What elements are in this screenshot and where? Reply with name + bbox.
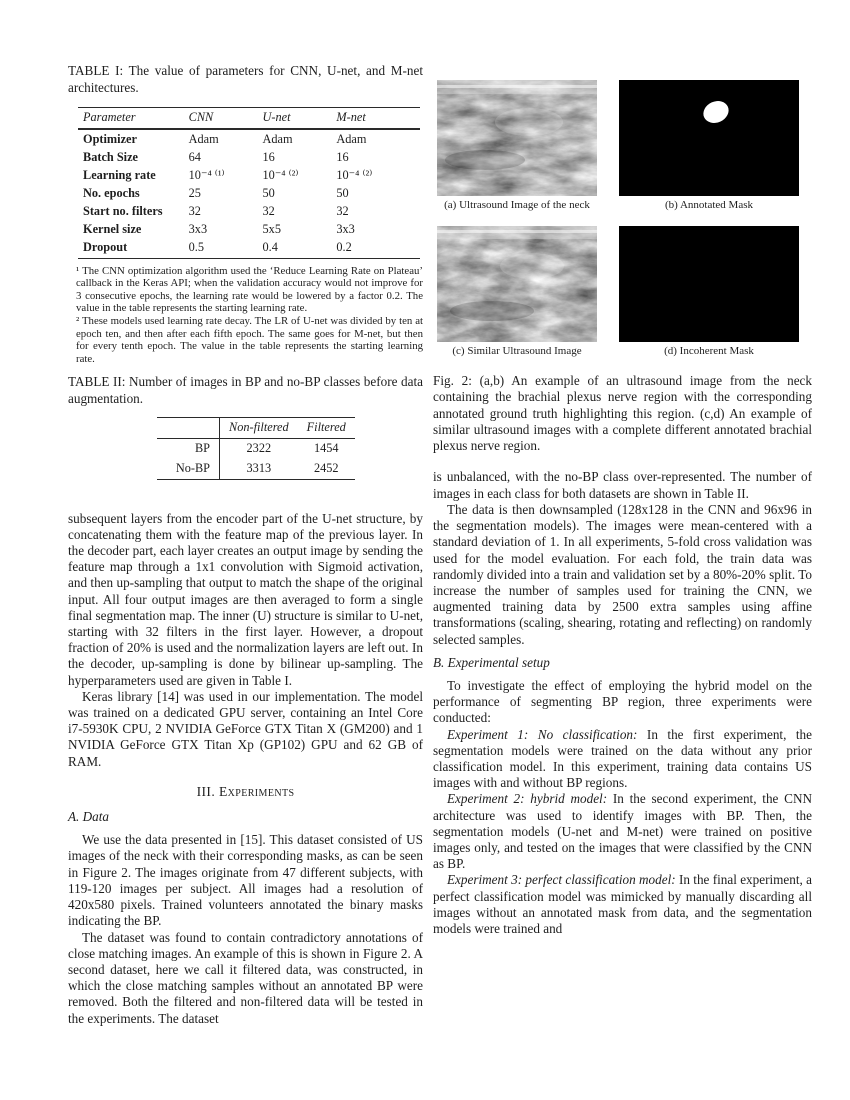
- paragraph: subsequent layers from the encoder part of the U-net structure, by concatenating them with the feature map of the previous layer. In the decoder part, each layer creates an output image by sending the feature map through a 1x1 convolution with Sigmoid activation, and then up-sampling that output to match the shape of the original input. All four output images are then averaged to form a single final segmentation map. The inner (U) structure is similar to U-net, starting with 32 filters in the first layer. However, a dropout fraction of 20% is used and the normalization layers are left out. In the decoder, up-sampling is done by bilinear up-sampling. The hyperparameters used are given in Table I.: [68, 510, 423, 688]
- cell: Kernel size: [83, 221, 142, 236]
- cell: 2322: [246, 441, 272, 456]
- cell: 5x5: [262, 221, 281, 236]
- subsection-heading-experimental-setup: B. Experimental setup: [433, 654, 550, 670]
- table-row: [78, 129, 420, 148]
- column-header: M-net: [336, 108, 420, 130]
- right-column-body: [433, 469, 812, 937]
- experiment-2-text: In the second experiment, the CNN architecture was used to identify images with BP. Then, the segmentation models (U-net and M-net) were trained on positive images only, and tested on the images that were classified by the CNN as BP.: [433, 791, 812, 872]
- column-header: CNN: [189, 108, 263, 130]
- cell: 32: [188, 203, 201, 218]
- cell: 0.5: [189, 238, 263, 258]
- cell: 32: [262, 203, 275, 218]
- cell: Adam: [188, 131, 219, 146]
- paragraph: We use the data presented in [15]. This dataset consisted of US images of the neck with their corresponding masks, as can be seen in Figure 2. The images originate from 47 different subjects, with 119-120 images per subject. All images had a resolution of 420x580 pixels. Trained volunteers annotated the binary masks indicating the BP.: [68, 832, 423, 929]
- subsection-heading-data: A. Data: [68, 809, 110, 825]
- table1-header-row: [78, 108, 420, 130]
- footnote-2: ² These models used learning rate decay. The LR of U-net was divided by ten at epoch ten, and then after each fifth epoch. The same goes for M-net, but then for every tenth epoch. The value in the table represents the starting learning rate.: [76, 315, 423, 365]
- cell: Adam: [336, 131, 367, 146]
- right-column: [433, 80, 812, 937]
- figure2-row-1: [433, 80, 812, 212]
- cell: 25: [188, 185, 201, 200]
- column-header: Non-filtered: [220, 417, 298, 438]
- row-label: No-BP: [157, 459, 220, 480]
- table-row: [78, 238, 420, 258]
- cell: 50: [262, 185, 275, 200]
- column-header: Filtered: [298, 417, 355, 438]
- cell: Adam: [262, 131, 293, 146]
- similar-ultrasound-image: [437, 226, 597, 342]
- table1-caption: TABLE I: The value of parameters for CNN, U-net, and M-net architectures.: [68, 63, 423, 95]
- cell: Learning rate: [83, 167, 156, 182]
- cell: No. epochs: [83, 185, 140, 200]
- cell: 10⁻⁴ ⁽²⁾: [262, 167, 299, 182]
- table2: [157, 417, 355, 480]
- column-header: U-net: [263, 108, 337, 130]
- figure2-caption: Fig. 2: (a,b) An example of an ultrasound image from the neck containing the brachial plexus nerve region with the corresponding annotated ground truth highlighting this region. (c,d) An example of similar ultrasound images with a complete different annotated brachial plexus nerve region.: [433, 373, 812, 454]
- experiment-3-paragraph: [433, 872, 812, 937]
- experiment-1-label: Experiment 1: No classification:: [447, 726, 638, 742]
- table-row: [78, 220, 420, 238]
- incoherent-mask-image: [619, 226, 799, 342]
- experiment-2-paragraph: [433, 791, 812, 872]
- paragraph: The dataset was found to contain contradictory annotations of close matching images. An example of this is shown in Figure 2. A second dataset, here we call it filtered data, was constructed, in which the close matching samples without an annotated BP were removed. Both the filtered and non-filtered data will be tested in the experiments. The dataset: [68, 929, 423, 1026]
- experiment-3-label: Experiment 3: perfect classification model:: [447, 872, 676, 888]
- cell: 16: [336, 149, 349, 164]
- left-column: [68, 63, 423, 1027]
- footnote-1: ¹ The CNN optimization algorithm used the ‘Reduce Learning Rate on Plateau’ callback in the Keras API; when the validation accuracy would not improve for 3 consecutive epochs, the learning rate would be lowered by a factor 0.2. The value in the table represents the starting learning rate.: [76, 264, 423, 315]
- experiment-1-paragraph: [433, 727, 812, 792]
- cell: 50: [336, 185, 349, 200]
- subfigure-b: [619, 80, 799, 212]
- table-row: [78, 202, 420, 220]
- subfigure-caption-c: (c) Similar Ultrasound Image: [452, 345, 582, 357]
- subfigure-caption-b: (b) Annotated Mask: [665, 199, 753, 211]
- ultrasound-image-a: [437, 80, 597, 196]
- cell: Optimizer: [83, 131, 137, 146]
- paragraph: The data is then downsampled (128x128 in the CNN and 96x96 in the segmentation models). The images were mean-centered with a standard deviation of 1. In all experiments, 5-fold cross validation was used for the model evaluation. For each fold, the train data was randomly divided into a train and validation set by a 80%-20% split. To increase the number of samples used for training the CNN, we augmented training data by 2500 extra samples using affine transformations (scaling, shearing, rotating and reflecting) on randomly selected samples.: [433, 501, 812, 647]
- experiment-3-text: In the final experiment, a perfect classification model was mimicked by manually discarding all images without an annotated mask from data, and the segmentation models were trained and: [433, 872, 812, 936]
- cell: 64: [188, 149, 201, 164]
- subfigure-d: [619, 226, 799, 358]
- cell: 2452: [313, 461, 339, 476]
- corner-cell: [157, 417, 220, 438]
- annotated-mask-image: [619, 80, 799, 196]
- row-label: BP: [157, 438, 220, 459]
- subfigure-caption-a: (a) Ultrasound Image of the neck: [444, 199, 590, 211]
- table1-footnotes: [76, 265, 423, 366]
- table-row: [78, 166, 420, 184]
- cell: 0.4: [263, 238, 337, 258]
- subfigure-caption-d: (d) Incoherent Mask: [664, 345, 754, 357]
- table-row: [157, 438, 355, 459]
- subfigure-c: [437, 226, 597, 358]
- table-row: [78, 184, 420, 202]
- paragraph: is unbalanced, with the no-BP class over-represented. The number of images in each class for both datasets are shown in Table II.: [433, 469, 812, 501]
- cell: 0.2: [336, 238, 420, 258]
- table-row: [157, 459, 355, 480]
- table2-header-row: [157, 417, 355, 438]
- cell: Batch Size: [83, 149, 138, 164]
- experiment-1-text: In the first experiment, the segmentation models were trained on the data without any prior classification model. In this experiment, training data contains US images with and without BP regions.: [433, 726, 813, 791]
- cell: 10⁻⁴ ⁽²⁾: [336, 167, 373, 182]
- paragraph: Keras library [14] was used in our implementation. The model was trained on a dedicated GPU server, containing an Intel Core i7-5930K CPU, 2 NVIDIA GeForce GTX Titan X (GM200) and 1 NVIDIA GeForce GTX Titan Xp (GP102) GPU and 62 GB of RAM.: [68, 688, 423, 769]
- table2-caption: TABLE II: Number of images in BP and no-BP classes before data augmentation.: [68, 374, 423, 407]
- paragraph: To investigate the effect of employing the hybrid model on the performance of segmenting BP region, three experiments were conducted:: [433, 677, 812, 726]
- cell: Dropout: [78, 238, 189, 258]
- left-column-body: [68, 511, 423, 1027]
- cell: Start no. filters: [83, 203, 163, 218]
- cell: 3x3: [188, 221, 208, 236]
- table-row: [78, 148, 420, 166]
- figure2-row-2: [433, 226, 812, 358]
- cell: 1454: [313, 441, 339, 456]
- cell: 10⁻⁴ ⁽¹⁾: [188, 167, 225, 182]
- section-heading-experiments: III. Experiments: [196, 783, 295, 799]
- cell: 3x3: [336, 221, 355, 236]
- cell: 3313: [246, 461, 272, 476]
- cell: 32: [336, 203, 349, 218]
- experiment-2-label: Experiment 2: hybrid model:: [447, 791, 608, 807]
- cell: 16: [262, 149, 275, 164]
- subfigure-a: [437, 80, 597, 212]
- table1: [78, 107, 420, 259]
- column-header: Parameter: [78, 108, 189, 130]
